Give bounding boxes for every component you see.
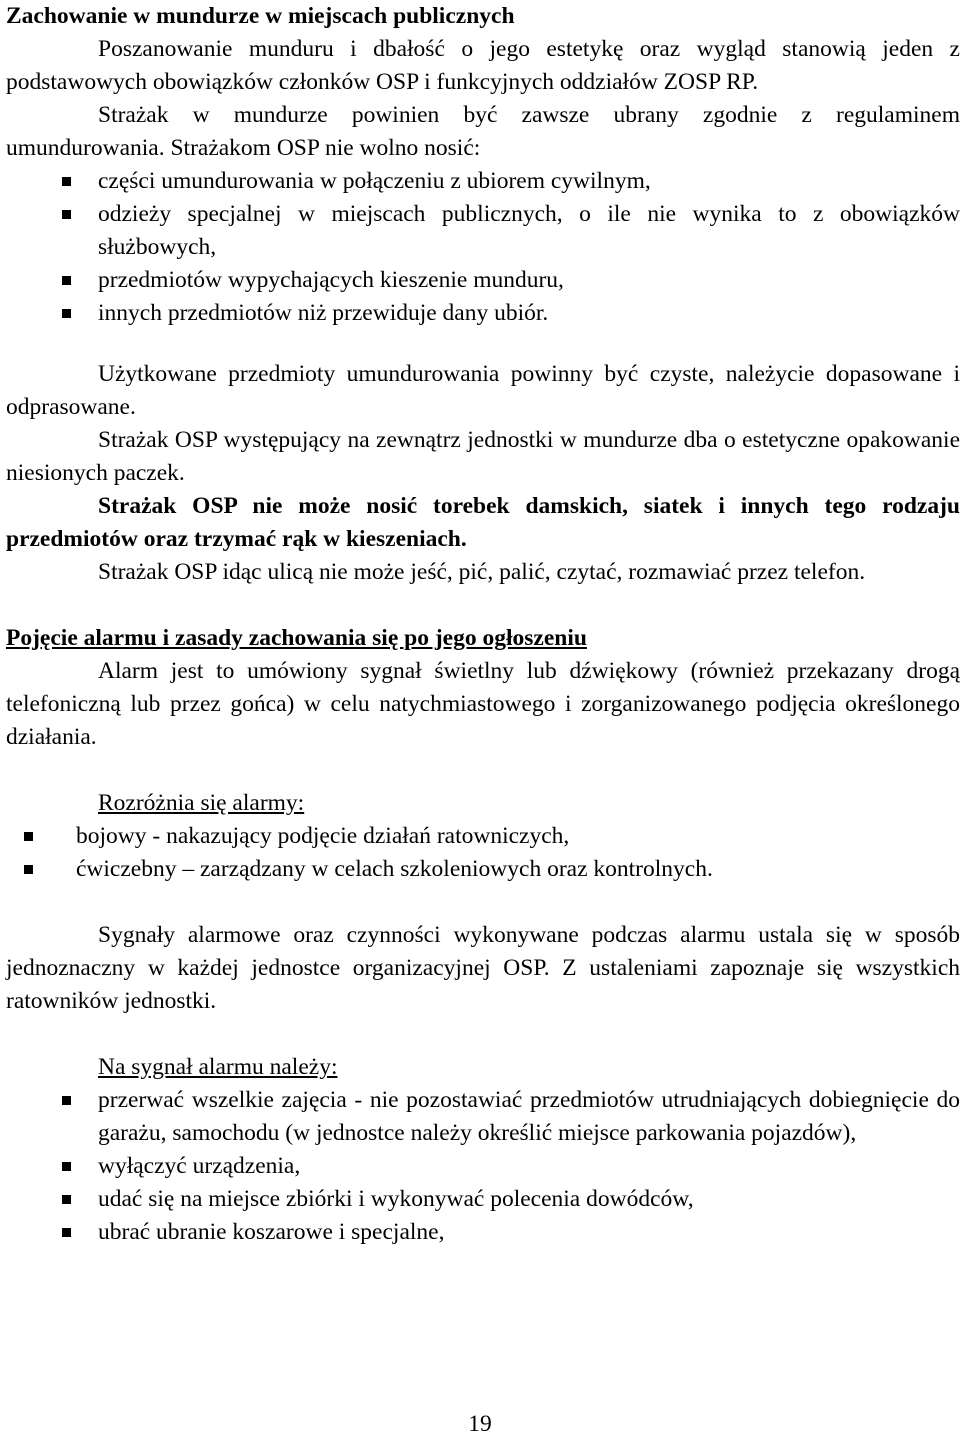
page-number: 19 [468,1411,492,1437]
alarm-actions-list [6,1084,960,1249]
list-item: przedmiotów wypychających kieszenie munduru, [6,264,960,297]
paragraph: Strażak OSP występujący na zewnątrz jednostki w mundurze dba o estetyczne opakowanie niesionych paczek. [6,427,960,486]
document-page [6,0,960,1249]
paragraph: Poszanowanie munduru i dbałość o jego estetykę oraz wygląd stanowią jeden z podstawowych obowiązków członków OSP i funkcyjnych oddziałów ZOSP RP. [6,36,960,95]
list-item: części umundurowania w połączeniu z ubiorem cywilnym, [6,165,960,198]
alarm-actions-label: Na sygnał alarmu należy: [98,1054,338,1080]
alarm-types-label: Rozróżnia się alarmy: [98,790,305,816]
list-item: ubrać ubranie koszarowe i specjalne, [6,1216,960,1249]
paragraph-bold: Strażak OSP nie może nosić torebek damskich, siatek i innych tego rodzaju przedmiotów oraz trzymać rąk w kieszeniach. [6,493,960,552]
paragraph: Alarm jest to umówiony sygnał świetlny lub dźwiękowy (również przekazany drogą telefoniczną lub przez gońca) w celu natychmiastowego i zorganizowanego podjęcia określonego działania. [6,658,960,750]
paragraph: Strażak OSP idąc ulicą nie może jeść, pić, palić, czytać, rozmawiać przez telefon. [98,559,866,585]
section-heading-alarm: Pojęcie alarmu i zasady zachowania się po jego ogłoszeniu [6,625,587,651]
paragraph: Strażak w mundurze powinien być zawsze ubrany zgodnie z regulaminem umundurowania. Strażakom OSP nie wolno nosić: [6,102,960,161]
alarm-types-list [6,820,960,886]
list-item: odzieży specjalnej w miejscach publicznych, o ile nie wynika to z obowiązków służbowych, [6,198,960,264]
paragraph: Użytkowane przedmioty umundurowania powinny być czyste, należycie dopasowane i odprasowane. [6,361,960,420]
list-item: innych przedmiotów niż przewiduje dany ubiór. [6,297,960,330]
list-item: przerwać wszelkie zajęcia - nie pozostawiać przedmiotów utrudniających dobiegnięcie do garażu, samochodu (w jednostce należy określić miejsce parkowania pojazdów), [6,1084,960,1150]
list-item: bojowy - nakazujący podjęcie działań ratowniczych, [6,820,960,853]
section-heading-uniform: Zachowanie w mundurze w miejscach publicznych [6,3,515,29]
list-item: udać się na miejsce zbiórki i wykonywać polecenia dowódców, [6,1183,960,1216]
paragraph: Sygnały alarmowe oraz czynności wykonywane podczas alarmu ustala się w sposób jednoznaczny w każdej jednostce organizacyjnej OSP. Z ustaleniami zapoznaje się wszystkich ratowników jednostki. [6,922,960,1014]
prohibited-items-list [6,165,960,330]
list-item: ćwiczebny – zarządzany w celach szkoleniowych oraz kontrolnych. [6,853,960,886]
list-item: wyłączyć urządzenia, [6,1150,960,1183]
